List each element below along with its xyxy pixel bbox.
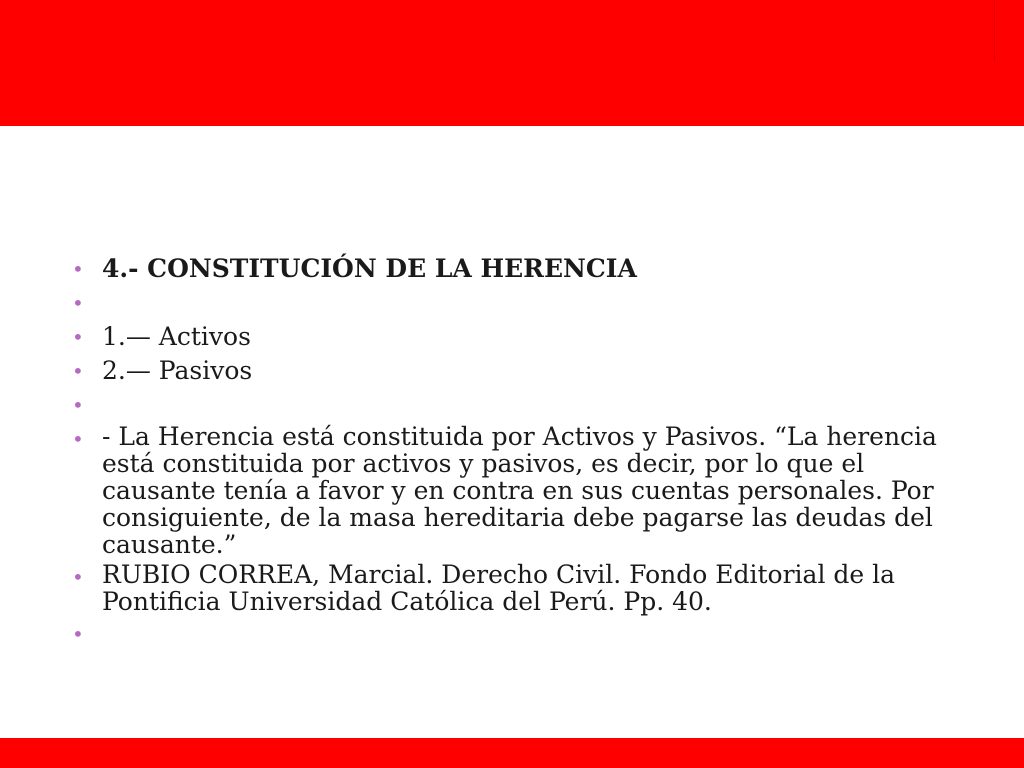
- bullet-dot-icon: •: [72, 325, 84, 349]
- bullet-text: 1.— Activos: [102, 322, 251, 351]
- bullet-text: - La Herencia está constituida por Activos y Pasivos. “La herencia está constituida por activos y pasivos, es decir, por lo que el causante tenía a favor y en contra en sus cuentas personales. Por consiguiente, de la masa hereditaria debe pagarse las deudas del causante.”: [102, 422, 937, 559]
- bullet-dot-icon: •: [72, 565, 84, 589]
- bullet-text: [102, 386, 972, 389]
- banner-edge-line: [994, 0, 995, 62]
- bullet-dot-icon: •: [72, 427, 84, 451]
- bullet-item-definition-quote: [72, 420, 972, 558]
- bullet-item-heading: [72, 250, 972, 284]
- bullet-item-pasivos: [72, 352, 972, 386]
- bullet-text: [102, 615, 972, 618]
- bottom-banner: [0, 738, 1024, 768]
- bullet-text: 2.— Pasivos: [102, 356, 253, 385]
- bullet-item-empty: [72, 284, 972, 318]
- bullet-dot-icon: •: [72, 622, 84, 646]
- slide-bullet-list: [72, 250, 972, 649]
- bullet-item-activos: [72, 318, 972, 352]
- bullet-text: [102, 284, 972, 287]
- bullet-dot-icon: •: [72, 359, 84, 383]
- bullet-item-empty: [72, 615, 972, 649]
- bullet-dot-icon: •: [72, 257, 84, 281]
- bullet-dot-icon: •: [72, 291, 84, 315]
- bullet-item-empty: [72, 386, 972, 420]
- bullet-text: RUBIO CORREA, Marcial. Derecho Civil. Fondo Editorial de la Pontificia Universidad Católica del Perú. Pp. 40.: [102, 560, 896, 616]
- bullet-dot-icon: •: [72, 393, 84, 417]
- top-banner: [0, 0, 1024, 126]
- bullet-text: 4.- CONSTITUCIÓN DE LA HERENCIA: [102, 254, 637, 283]
- bullet-item-citation: [72, 558, 972, 615]
